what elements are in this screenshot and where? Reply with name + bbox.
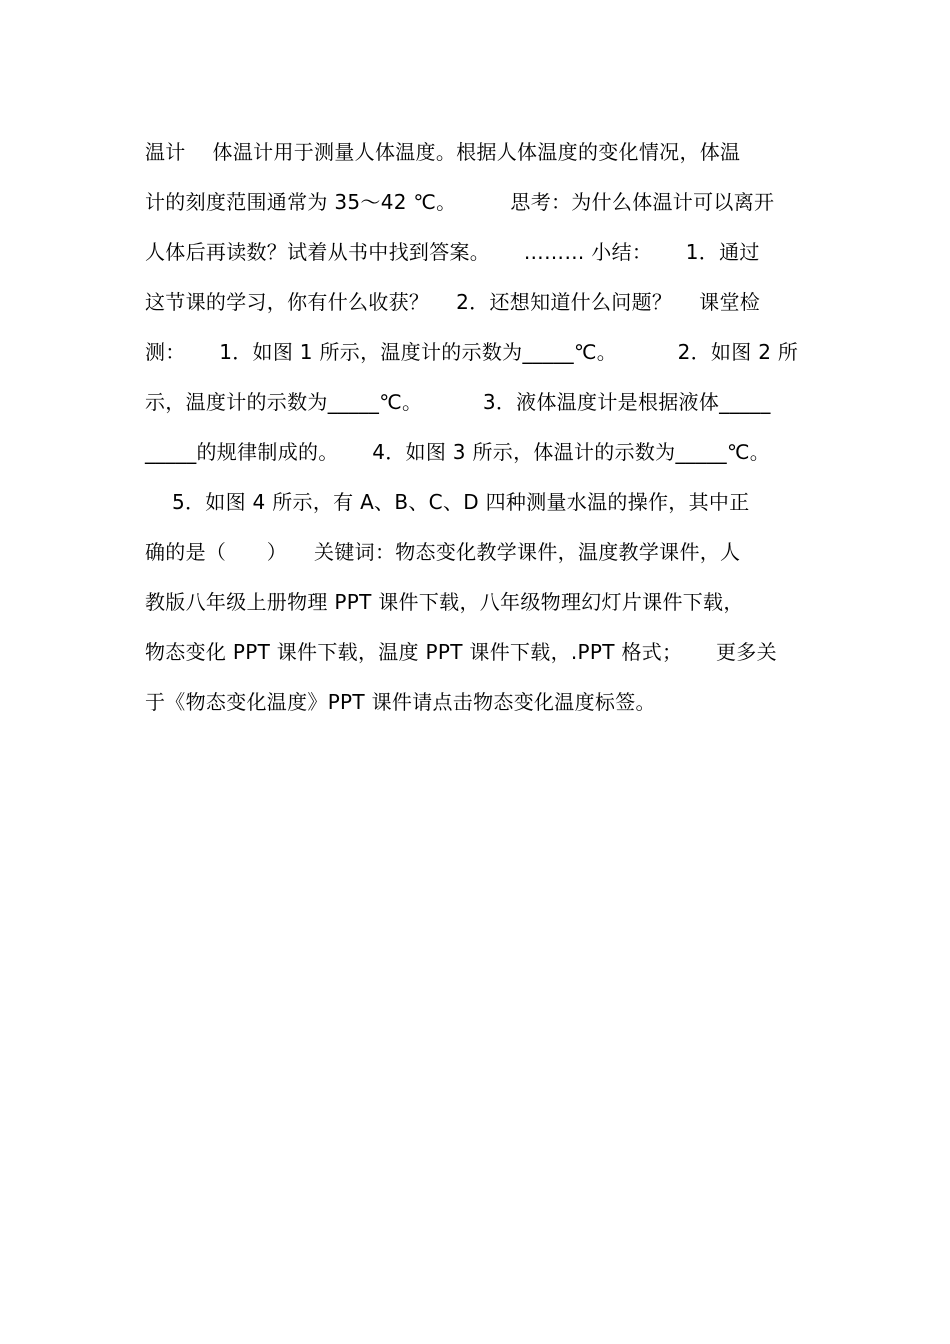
text-line: 计的刻度范围通常为 35～42 ℃。 思考：为什么体温计可以离开 bbox=[145, 190, 775, 214]
text-line: _____的规律制成的。 4．如图 3 所示，体温计的示数为_____℃。 bbox=[145, 440, 771, 464]
text-line: 于《物态变化温度》PPT 课件请点击物态变化温度标签。 bbox=[145, 690, 656, 714]
body-text bbox=[145, 127, 845, 727]
text-line: 物态变化 PPT 课件下载，温度 PPT 课件下载，.PPT 格式； 更多关 bbox=[145, 640, 777, 664]
text-line: 示，温度计的示数为_____℃。 3．液体温度计是根据液体_____ bbox=[145, 390, 771, 414]
text-line: 测： 1．如图 1 所示，温度计的示数为_____℃。 2．如图 2 所 bbox=[145, 340, 799, 364]
text-line: 人体后再读数？试着从书中找到答案。 ……… 小结： 1．通过 bbox=[145, 240, 760, 264]
text-line: 这节课的学习，你有什么收获？ 2．还想知道什么问题？ 课堂检 bbox=[145, 290, 761, 314]
text-line: 温计 体温计用于测量人体温度。根据人体温度的变化情况，体温 bbox=[145, 140, 741, 164]
text-line: 确的是（ ） 关键词：物态变化教学课件，温度教学课件，人 bbox=[145, 540, 741, 564]
text-line: 5．如图 4 所示，有 A、B、C、D 四种测量水温的操作，其中正 bbox=[145, 490, 750, 514]
text-line: 教版八年级上册物理 PPT 课件下载，八年级物理幻灯片课件下载， bbox=[145, 590, 744, 614]
